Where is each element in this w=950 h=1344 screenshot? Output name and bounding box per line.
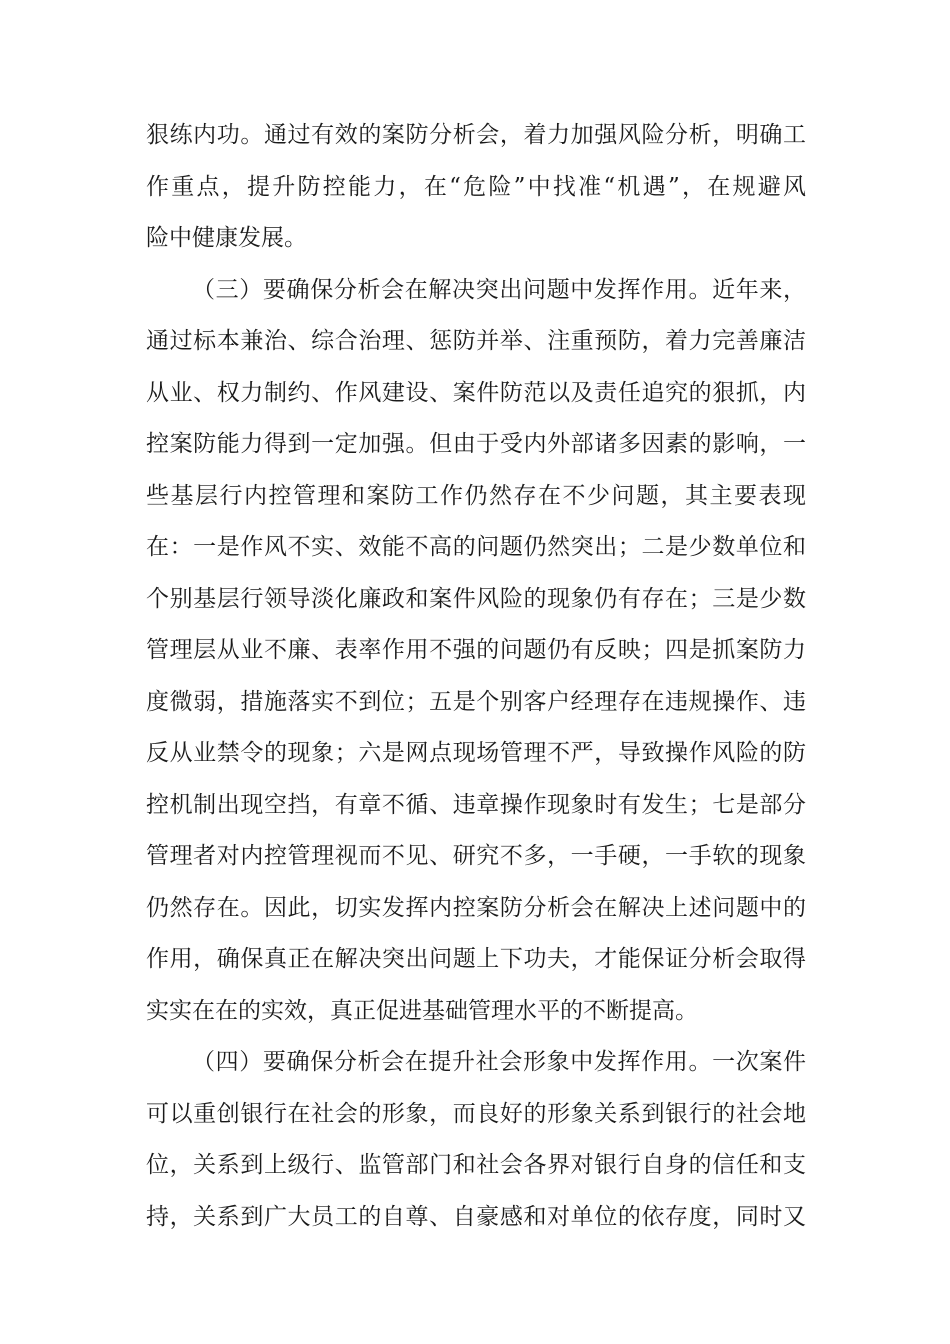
- text-line: 仍然存在。因此，切实发挥内控案防分析会在解决上述问题中的: [146, 895, 806, 921]
- text-line: 度微弱，措施落实不到位；五是个别客户经理存在违规操作、违: [146, 689, 806, 715]
- text-line: 险中健康发展。: [146, 225, 307, 251]
- text-line: 作用，确保真正在解决突出问题上下功夫，才能保证分析会取得: [146, 946, 806, 972]
- text-line: 个别基层行领导淡化廉政和案件风险的现象仍有存在；三是少数: [146, 586, 806, 612]
- text-line: 控机制出现空挡，有章不循、违章操作现象时有发生；七是部分: [146, 792, 806, 818]
- text-line: 反从业禁令的现象；六是网点现场管理不严，导致操作风险的防: [146, 740, 806, 766]
- text-line: 在：一是作风不实、效能不高的问题仍然突出；二是少数单位和: [146, 534, 806, 560]
- text-line: 作重点，提升防控能力，在“危险”中找准“机遇”，在规避风: [146, 174, 806, 200]
- text-line: 狠练内功。通过有效的案防分析会，着力加强风险分析，明确工: [146, 122, 806, 148]
- text-line: 管理者对内控管理视而不见、研究不多，一手硬，一手软的现象: [146, 843, 806, 869]
- text-line: 实实在在的实效，真正促进基础管理水平的不断提高。: [146, 998, 698, 1024]
- text-line: 位，关系到上级行、监管部门和社会各界对银行自身的信任和支: [146, 1152, 806, 1178]
- text-line: 通过标本兼治、综合治理、惩防并举、注重预防，着力完善廉洁: [146, 328, 806, 354]
- text-line: 可以重创银行在社会的形象，而良好的形象关系到银行的社会地: [146, 1101, 806, 1127]
- section-three-heading-line: （三）要确保分析会在解决突出问题中发挥作用。近年来，: [192, 277, 806, 303]
- text-line: 从业、权力制约、作风建设、案件防范以及责任追究的狠抓，内: [146, 380, 806, 406]
- text-line: 管理层从业不廉、表率作用不强的问题仍有反映；四是抓案防力: [146, 637, 806, 663]
- text-line: 持，关系到广大员工的自尊、自豪感和对单位的依存度，同时又: [146, 1204, 806, 1230]
- section-four-heading-line: （四）要确保分析会在提升社会形象中发挥作用。一次案件: [192, 1049, 806, 1075]
- text-line: 些基层行内控管理和案防工作仍然存在不少问题，其主要表现: [146, 483, 806, 509]
- text-line: 控案防能力得到一定加强。但由于受内外部诸多因素的影响，一: [146, 431, 806, 457]
